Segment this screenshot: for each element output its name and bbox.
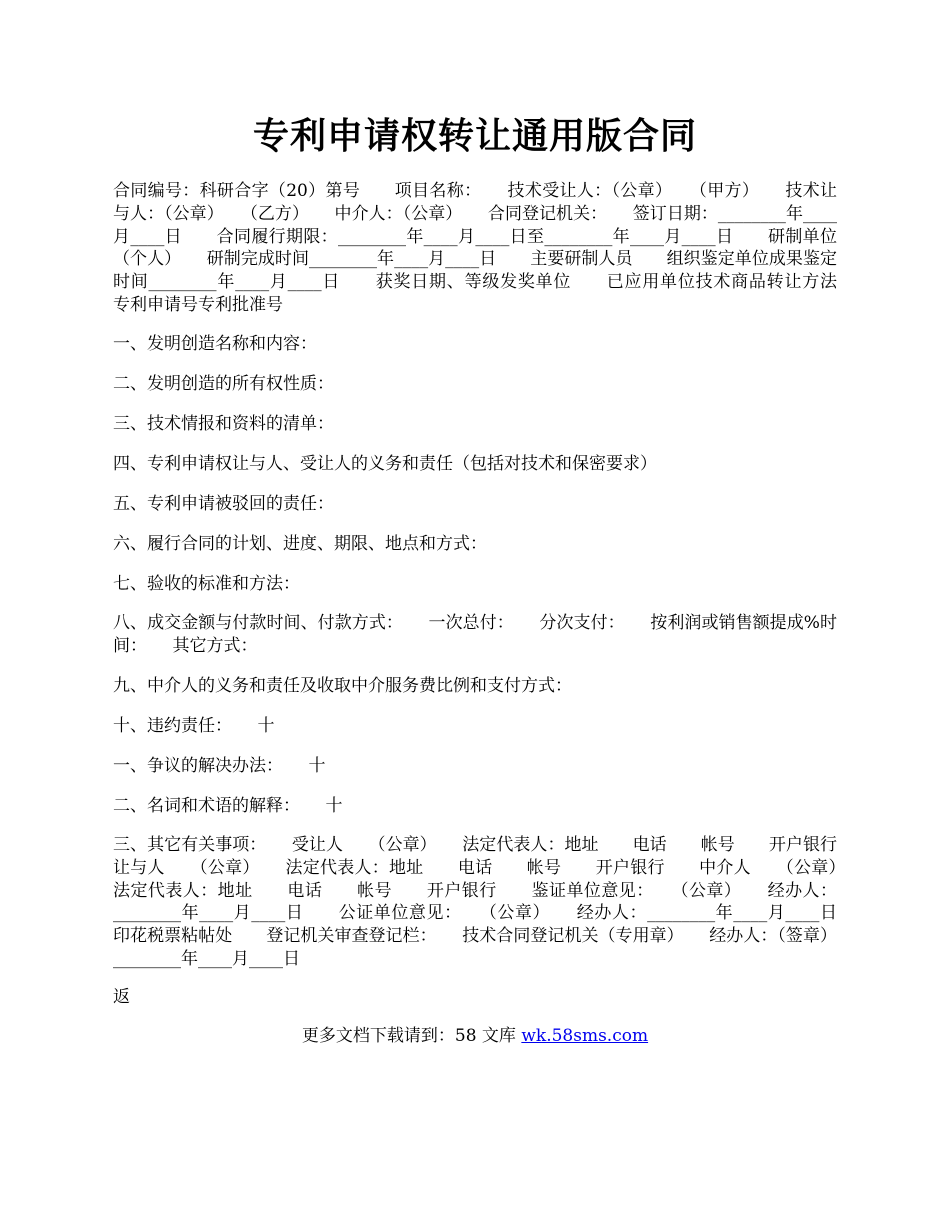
section-7: 七、验收的标准和方法： [113,574,300,594]
header-paragraph-text: 合同编号：科研合字（20）第号 项目名称： 技术受让人：（公章） （甲方） 技术让与人：（公章） （乙方） 中介人：（公章） 合同登记机关： 签订日期：________年____月____日 合同履行期限：________年____月____日至________年____月____日 研制单位（个人） 研制完成时间________年____月____日 主要研制人员 组织鉴定单位成果鉴定时间________年____月____日 获奖日期、等级发奖单位 已应用单位技术商品转让方法 专利申请号专利批准号 [113,181,871,315]
section-8-text: 八、成交金额与付款时间、付款方式： 一次总付： 分次支付： 按利润或销售额提成%时间： 其它方式： [113,613,837,656]
section-5: 五、专利申请被驳回的责任： [113,494,334,514]
footer-link[interactable]: wk.58sms.com [521,1026,649,1046]
document-title: 专利申请权转让通用版合同 [252,115,697,157]
section-12: 二、名词和术语的解释： 十 [113,796,343,816]
section-9: 九、中介人的义务和责任及收取中介服务费比例和支付方式： [113,676,572,696]
header-paragraph [113,180,871,317]
section-13 [113,834,871,971]
section-11: 一、争议的解决办法： 十 [113,756,326,776]
section-8 [113,612,837,658]
section-13-text: 三、其它有关事项： 受让人 （公章） 法定代表人：地址 电话 帐号 开户银行 让与人 （公章） 法定代表人：地址 电话 帐号 开户银行 中介人 （公章） 法定代表人：地址 电话 帐号 开户银行 鉴证单位意见： （公章） 经办人：________年____月____日 公证单位意见： （公章） 经办人：________年____月____日 印花税票粘帖处 登记机关审查登记栏： 技术合同登记机关（专用章） 经办人：（签章）________年____月____日 [113,835,871,969]
section-4: 四、专利申请权让与人、受让人的义务和责任（包括对技术和保密要求） [113,454,657,474]
back-link[interactable]: 返 [113,987,130,1007]
section-10: 十、违约责任： 十 [113,716,275,736]
section-6: 六、履行合同的计划、进度、期限、地点和方式： [113,534,487,554]
section-2: 二、发明创造的所有权性质： [113,374,334,394]
section-3: 三、技术情报和资料的清单： [113,414,334,434]
section-1: 一、发明创造名称和内容： [113,334,317,354]
footer-prefix: 更多文档下载请到：58 文库 [301,1026,522,1046]
footer [113,1025,837,1047]
